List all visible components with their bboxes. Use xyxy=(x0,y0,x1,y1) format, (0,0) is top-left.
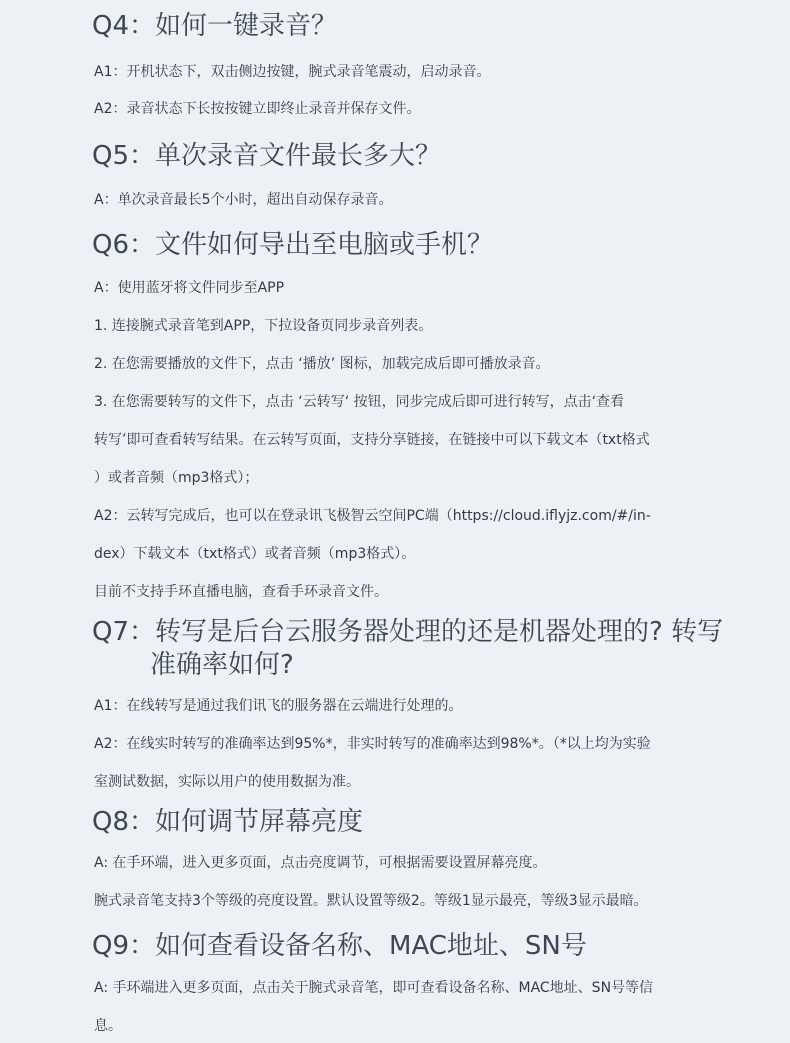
question-heading-q5: Q5：单次录音文件最长多大？ xyxy=(92,141,442,171)
question-heading-q8: Q8：如何调节屏幕亮度 xyxy=(92,807,364,837)
answer-line: 转写’即可查看转写结果。在云转写页面，支持分享链接，在链接中可以下载文本（txt格式 xyxy=(94,432,650,448)
question-heading-q6: Q6：文件如何导出至电脑或手机？ xyxy=(92,230,494,260)
answer-line: A2：云转写完成后，也可以在登录讯飞极智云空间PC端（https://cloud.iflyjz.com/#/in- xyxy=(94,508,651,524)
answer-line: 息。 xyxy=(94,1018,122,1034)
answer-line: A1：开机状态下，双击侧边按键，腕式录音笔震动，启动录音。 xyxy=(94,64,491,80)
answer-line: A：单次录音最长5个小时，超出自动保存录音。 xyxy=(94,192,393,208)
question-heading-q4: Q4：如何一键录音？ xyxy=(92,11,338,41)
answer-line: 2. 在您需要播放的文件下，点击 ‘播放’ 图标，加载完成后即可播放录音。 xyxy=(94,356,550,372)
answer-line: 室测试数据，实际以用户的使用数据为准。 xyxy=(94,774,360,790)
answer-line: A: 在手环端，进入更多页面，点击亮度调节，可根据需要设置屏幕亮度。 xyxy=(94,855,547,871)
answer-line: 目前不支持手环直播电脑，查看手环录音文件。 xyxy=(94,584,388,600)
answer-line: 1. 连接腕式录音笔到APP，下拉设备页同步录音列表。 xyxy=(94,318,433,334)
answer-line: A：使用蓝牙将文件同步至APP xyxy=(94,280,285,296)
question-heading-q9: Q9：如何查看设备名称、MAC地址、SN号 xyxy=(92,931,587,961)
question-heading-q7-line2: 准确率如何? xyxy=(150,650,294,680)
answer-line: A1：在线转写是通过我们讯飞的服务器在云端进行处理的。 xyxy=(94,698,463,714)
answer-line: A2：录音状态下长按按键立即终止录音并保存文件。 xyxy=(94,101,421,117)
answer-line: dex）下载文本（txt格式）或者音频（mp3格式）。 xyxy=(94,546,416,562)
answer-line: 腕式录音笔支持3个等级的亮度设置。默认设置等级2。等级1显示最亮，等级3显示最暗。 xyxy=(94,893,648,909)
question-heading-q7-line1: Q7：转写是后台云服务器处理的还是机器处理的? 转写 xyxy=(92,617,724,647)
question-heading-q7 xyxy=(92,616,723,682)
answer-line: 3. 在您需要转写的文件下，点击 ‘云转写‘ 按钮，同步完成后即可进行转写，点击‘查看 xyxy=(94,394,625,410)
answer-line: A2：在线实时转写的准确率达到95%*，非实时转写的准确率达到98%*。（*以上均为实验 xyxy=(94,736,651,752)
answer-line: ）或者音频（mp3格式）； xyxy=(94,470,259,486)
answer-line: A: 手环端进入更多页面，点击关于腕式录音笔，即可查看设备名称、MAC地址、SN号等信 xyxy=(94,980,654,996)
